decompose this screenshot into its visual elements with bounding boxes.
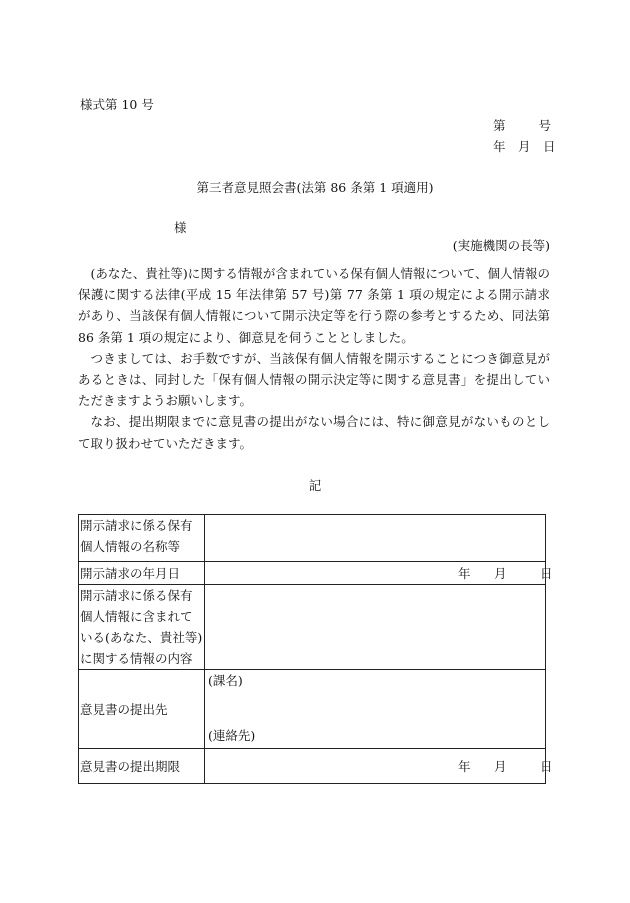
request-date-day: 日 [540,565,553,581]
label-deadline: 意見書の提出期限 [79,749,205,784]
table-row-submit-to [79,670,546,749]
addressee-suffix: 様 [174,220,187,235]
page-title: 第三者意見照会書(法第 86 条第 1 項適用) [196,180,434,195]
deadline-month: 月 [494,758,507,774]
body-text [78,263,550,454]
table-row-request-date [79,562,546,585]
request-date-year: 年 [458,565,471,581]
paragraph-2: つきましては、お手数ですが、当該保有個人情報を開示することにつき御意見があるときは、同封した「保有個人情報の開示決定等に関する意見書」を提出していただきますようお願いします。 [78,350,550,409]
value-deadline [205,749,553,784]
document-date: 年 月 日 [493,139,556,154]
deadline-day: 日 [540,758,553,774]
value-request-date [205,562,553,585]
table-row-content [79,585,546,670]
paragraph-3: なお、提出期限までに意見書の提出がない場合には、特に御意見がないものとして取り扱わせていただきます。 [78,414,550,451]
label-info-name: 開示請求に係る保有個人情報の名称等 [79,515,205,562]
label-info-content: 開示請求に係る保有個人情報に含まれている(あなた、貴社等)に関する情報の内容 [79,585,205,670]
table-row-name [79,515,546,562]
deadline-year: 年 [458,758,471,774]
submit-to-dept: (課名) [208,673,243,688]
submit-to-contact: (連絡先) [208,728,256,743]
paragraph-1: (あなた、貴社等)に関する情報が含まれている保有個人情報について、個人情報の保護に関する法律(平成 15 年法律第 57 号)第 77 条第 1 項の規定による開示請求があり、当該保有個人情報について開示決定等を行う際の参考とするため、同法第 86 条第 1 項の規定により、御意見を伺うこととしました。 [78,266,550,345]
table-row-deadline [79,749,546,784]
request-date-month: 月 [494,565,507,581]
details-table [78,514,553,784]
document-number: 第 号 [493,118,551,133]
value-submit-to [205,670,546,749]
sender-name: (実施機関の長等) [452,238,550,253]
value-info-name [205,515,546,562]
form-number: 様式第 10 号 [80,97,154,112]
label-request-date: 開示請求の年月日 [79,562,205,585]
value-info-content [205,585,546,670]
label-submit-to: 意見書の提出先 [79,670,205,749]
ki-heading: 記 [308,478,322,493]
